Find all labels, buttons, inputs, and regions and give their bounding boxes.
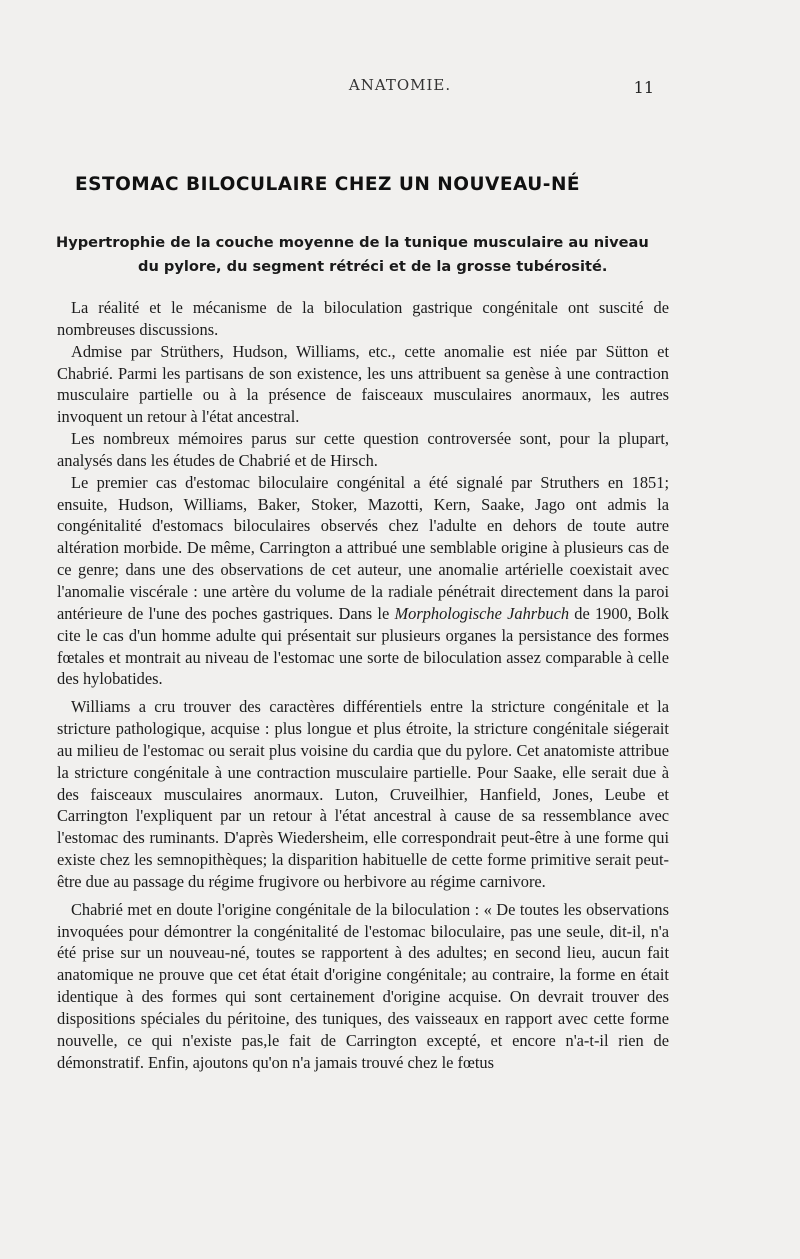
page-header — [0, 76, 800, 100]
running-head: ANATOMIE. — [348, 76, 452, 94]
paragraph-4-part-2: de 1900, Bolk cite le cas d'un homme adulte qui présentait sur plusieurs organes la persistance des formes fœtales et montrait au niveau de l'estomac une sorte de biloculation assez comparable à celle des hylobatides. — [57, 603, 669, 689]
paragraph-4 — [57, 472, 669, 690]
paragraph-2: Admise par Strüthers, Hudson, Williams, etc., cette anomalie est niée par Sütton et Chabrié. Parmi les partisans de son existence, les uns attribuent sa genèse à une contraction musculaire partielle ou à la présence de faisceaux musculaires anormaux, les autres invoquent un retour à l'état ancestral. — [57, 341, 669, 427]
chapter-title: ESTOMAC BILOCULAIRE CHEZ UN NOUVEAU-NÉ — [75, 174, 581, 195]
paragraph-3: Les nombreux mémoires parus sur cette question controversée sont, pour la plupart, analysés dans les études de Chabrié et de Hirsch. — [57, 429, 669, 470]
page-number: 11 — [633, 78, 654, 97]
subtitle-line-2: du pylore, du segment rétréci et de la grosse tubérosité. — [138, 258, 608, 275]
paragraph-5: Williams a cru trouver des caractères différentiels entre la stricture congénitale et la stricture pathologique, acquise : plus longue et plus étroite, la stricture congénitale siégerait au milieu de l'estomac ou serait plus voisine du cardia que du pylore. Cet anatomiste attribue la stricture congénitale à une contraction musculaire partielle. Pour Saake, elle serait due à des faisceaux musculaires anormaux. Luton, Cruveilhier, Hanfield, Jones, Leube et Carrington l'expliquent par un retour à l'état ancestral à cause de sa ressemblance avec l'estomac des ruminants. D'après Wiedersheim, elle correspondrait peut-être à une forme qui existe chez les semnopithèques; la disparition habituelle de cette forme primitive serait peut-être due au passage du régime frugivore ou herbivore au régime carnivore. — [57, 697, 669, 891]
paragraph-1: La réalité et le mécanisme de la biloculation gastrique congénitale ont suscité de nombreuses discussions. — [57, 298, 669, 339]
body-text — [57, 297, 669, 1074]
journal-title: Morphologische Jahrbuch — [394, 603, 570, 623]
paragraph-4-part-1: Le premier cas d'estomac biloculaire congénital a été signalé par Struthers en 1851; ensuite, Hudson, Williams, Baker, Stoker, Mazotti, Kern, Saake, Jago ont admis la congénitalité d'estomacs biloculaires observés chez l'adulte en dehors de toute autre altération morbide. De même, Carrington a attribué une semblable origine à plusieurs cas de ce genre; dans une des observations de cet auteur, une anomalie artérielle coexistait avec l'anomalie viscérale : une artère du volume de la radiale pénétrait directement dans la paroi antérieure de l'une des poches gastriques. Dans le — [57, 472, 669, 623]
chapter-subtitle — [56, 231, 666, 279]
subtitle-line-1: Hypertrophie de la couche moyenne de la tunique musculaire au niveau — [56, 234, 649, 251]
paragraph-6: Chabrié met en doute l'origine congénitale de la biloculation : « De toutes les observations invoquées pour démontrer la congénitalité de l'estomac biloculaire, pas une seule, dit-il, n'a été prise sur un nouveau-né, toutes se rapportent à des adultes; en second lieu, aucun fait anatomique ne prouve que cet état était d'origine congénitale; au contraire, la forme en était identique à des formes qui sont certainement d'origine acquise. On devrait trouver des dispositions spéciales du péritoine, des tuniques, des vaisseaux en rapport avec cette forme nouvelle, ce qui n'existe pas,le fait de Carrington excepté, et encore n'a-t-il rien de démonstratif. Enfin, ajoutons qu'on n'a jamais trouvé chez le fœtus — [57, 899, 669, 1072]
